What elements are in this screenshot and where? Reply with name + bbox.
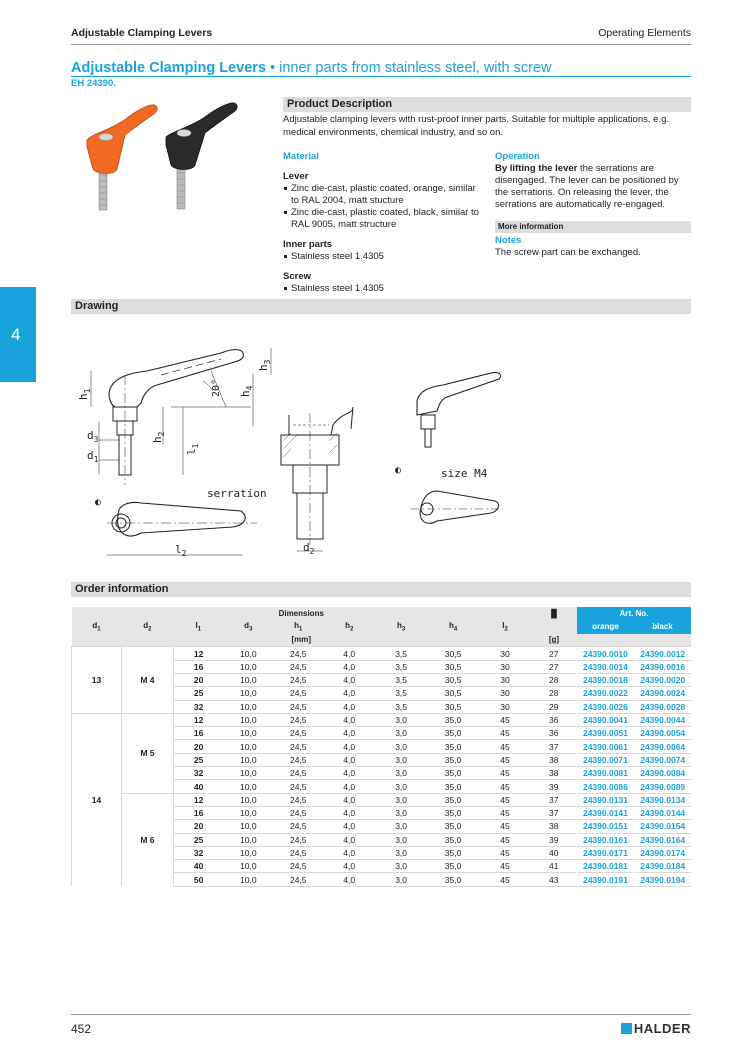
column-header-letter: h xyxy=(448,621,454,631)
table-cell: 24,5 xyxy=(273,673,323,686)
table-cell: 28 xyxy=(531,673,577,686)
table-cell: 37 xyxy=(531,793,577,806)
halder-logo xyxy=(621,1021,691,1036)
table-cell: 45 xyxy=(479,820,531,833)
operation-column xyxy=(495,151,691,259)
cell-art-no-black: 24390.0164 xyxy=(634,833,691,846)
table-cell: 29 xyxy=(531,700,577,713)
table-cell: 4,0 xyxy=(323,846,375,859)
table-cell: 24,5 xyxy=(273,660,323,673)
table-cell: 3,0 xyxy=(375,793,427,806)
lever-heading: Lever xyxy=(283,171,309,182)
table-cell: 4,0 xyxy=(323,806,375,819)
lever-item: Zinc die-cast, plastic coated, orange, similar to RAL 2004, matt stucture xyxy=(283,183,483,207)
cell-art-no-orange: 24390.0022 xyxy=(577,687,634,700)
table-cell: 39 xyxy=(531,780,577,793)
page-header xyxy=(71,27,691,41)
table-cell: 4,0 xyxy=(323,727,375,740)
inner-parts-heading: Inner parts xyxy=(283,239,333,250)
black-column-header: black xyxy=(634,620,691,633)
table-cell: 39 xyxy=(531,833,577,846)
table-cell: 10,0 xyxy=(223,673,273,686)
cell-art-no-black: 24390.0064 xyxy=(634,740,691,753)
column-header-letter: h xyxy=(345,621,350,631)
table-cell: 45 xyxy=(479,740,531,753)
table-cell: 4,0 xyxy=(323,833,375,846)
cell-l1: 16 xyxy=(173,727,223,740)
cell-l1: 12 xyxy=(173,647,223,660)
cell-art-no-black: 24390.0089 xyxy=(634,780,691,793)
table-cell: 45 xyxy=(479,846,531,859)
table-cell: 45 xyxy=(479,753,531,766)
table-cell: 35,0 xyxy=(427,873,479,886)
chapter-number: 4 xyxy=(11,325,21,344)
table-cell: 10,0 xyxy=(223,753,273,766)
order-table xyxy=(71,607,691,887)
table-cell: 24,5 xyxy=(273,780,323,793)
table-cell: 10,0 xyxy=(223,660,273,673)
table-cell: 3,5 xyxy=(375,647,427,660)
cell-art-no-black: 24390.0016 xyxy=(634,660,691,673)
table-cell: 30 xyxy=(479,647,531,660)
label-h3: $h_3$ xyxy=(257,359,272,371)
table-cell: 10,0 xyxy=(223,780,273,793)
cell-art-no-orange: 24390.0071 xyxy=(577,753,634,766)
unit-mm: [mm] xyxy=(72,634,531,647)
label-d1: $d_1$ xyxy=(87,449,99,464)
table-cell: 4,0 xyxy=(323,873,375,886)
cell-art-no-black: 24390.0154 xyxy=(634,820,691,833)
table-cell: 27 xyxy=(531,647,577,660)
column-header-index: 4 xyxy=(453,626,458,633)
column-header xyxy=(223,620,273,633)
table-cell: 4,0 xyxy=(323,793,375,806)
material-column xyxy=(283,151,483,295)
table-cell: 24,5 xyxy=(273,700,323,713)
table-cell: 4,0 xyxy=(323,767,375,780)
table-cell: 10,0 xyxy=(223,806,273,819)
column-headers xyxy=(72,620,692,633)
material-heading: Material xyxy=(283,151,319,162)
table-cell: 36 xyxy=(531,727,577,740)
table-cell: 24,5 xyxy=(273,833,323,846)
table-cell: 28 xyxy=(531,687,577,700)
table-cell: 4,0 xyxy=(323,647,375,660)
page-title xyxy=(71,60,691,76)
table-cell: 38 xyxy=(531,767,577,780)
table-cell: 37 xyxy=(531,806,577,819)
column-header-index: 1 xyxy=(197,626,202,633)
cell-art-no-black: 24390.0174 xyxy=(634,846,691,859)
column-header xyxy=(273,620,323,633)
product-description-text: Adjustable clamping levers with rust-proof inner parts. Suitable for multiple applications, e.g. medical environments, chemical industry, and so on. xyxy=(283,114,669,138)
table-row xyxy=(72,647,692,660)
title-sub: • inner parts from stainless steel, with screw xyxy=(266,60,552,76)
cell-art-no-black: 24390.0028 xyxy=(634,700,691,713)
table-cell: 38 xyxy=(531,753,577,766)
table-cell: 3,0 xyxy=(375,780,427,793)
cell-l1: 25 xyxy=(173,753,223,766)
cell-art-no-orange: 24390.0018 xyxy=(577,673,634,686)
table-cell: 3,0 xyxy=(375,740,427,753)
operation-text xyxy=(495,163,691,211)
header-category: Operating Elements xyxy=(598,27,691,39)
cell-d1: 14 xyxy=(72,713,122,886)
lever-item: Zinc die-cast, plastic coated, black, similar to RAL 9005, matt structure xyxy=(283,207,483,231)
table-cell: 24,5 xyxy=(273,753,323,766)
cell-art-no-orange: 24390.0041 xyxy=(577,713,634,726)
table-cell: 45 xyxy=(479,727,531,740)
column-header-letter: h xyxy=(294,621,300,631)
title-divider xyxy=(71,76,691,77)
table-cell: 35,0 xyxy=(427,780,479,793)
table-cell: 24,5 xyxy=(273,767,323,780)
table-cell: 24,5 xyxy=(273,820,323,833)
table-cell: 3,0 xyxy=(375,753,427,766)
cell-art-no-orange: 24390.0181 xyxy=(577,860,634,873)
table-cell: 30,5 xyxy=(427,660,479,673)
cell-l1: 32 xyxy=(173,767,223,780)
table-cell: 35,0 xyxy=(427,727,479,740)
table-cell: 10,0 xyxy=(223,833,273,846)
table-cell: 3,0 xyxy=(375,713,427,726)
column-header-letter: d xyxy=(143,621,149,631)
footer-divider xyxy=(71,1014,691,1015)
cell-d1: 13 xyxy=(72,647,122,713)
header-divider xyxy=(71,44,691,45)
table-cell: 10,0 xyxy=(223,647,273,660)
column-header xyxy=(72,620,122,633)
label-d2: $d_2$ xyxy=(303,541,315,556)
notes-text: The screw part can be exchanged. xyxy=(495,247,641,258)
black-lever-image xyxy=(166,103,237,209)
cell-l1: 25 xyxy=(173,687,223,700)
table-cell: 10,0 xyxy=(223,846,273,859)
table-cell: 10,0 xyxy=(223,860,273,873)
product-description-heading: Product Description xyxy=(283,97,691,112)
cell-l1: 40 xyxy=(173,780,223,793)
table-cell: 35,0 xyxy=(427,846,479,859)
table-cell: 24,5 xyxy=(273,793,323,806)
technical-drawing xyxy=(71,315,691,565)
column-header-letter: l xyxy=(195,621,198,631)
table-cell: 45 xyxy=(479,833,531,846)
weight-icon: █ xyxy=(531,607,577,620)
chapter-tab xyxy=(0,287,36,382)
cell-art-no-orange: 24390.0161 xyxy=(577,833,634,846)
cell-art-no-black: 24390.0184 xyxy=(634,860,691,873)
table-cell: 10,0 xyxy=(223,820,273,833)
cell-art-no-black: 24390.0134 xyxy=(634,793,691,806)
product-code: EH 24390. xyxy=(71,78,116,89)
more-information-heading: More information xyxy=(495,221,691,233)
table-cell: 10,0 xyxy=(223,700,273,713)
table-cell: 30,5 xyxy=(427,700,479,713)
table-cell: 10,0 xyxy=(223,793,273,806)
table-cell: 24,5 xyxy=(273,687,323,700)
label-h4: $h_4$ xyxy=(239,385,254,397)
small-lever-view xyxy=(395,372,503,523)
table-cell: 4,0 xyxy=(323,820,375,833)
column-header xyxy=(323,620,375,633)
cell-art-no-orange: 24390.0151 xyxy=(577,820,634,833)
table-cell: 45 xyxy=(479,767,531,780)
table-cell: 45 xyxy=(479,873,531,886)
column-header-index: 2 xyxy=(504,626,508,633)
drawing-heading: Drawing xyxy=(71,299,691,314)
table-cell: 35,0 xyxy=(427,793,479,806)
table-cell: 4,0 xyxy=(323,673,375,686)
table-cell: 30 xyxy=(479,673,531,686)
label-h2: $h_2$ xyxy=(151,431,166,443)
table-cell: 24,5 xyxy=(273,806,323,819)
table-cell: 27 xyxy=(531,660,577,673)
product-photo xyxy=(71,95,271,220)
title-main: Adjustable Clamping Levers xyxy=(71,60,266,76)
column-header xyxy=(173,620,223,633)
column-header-index: 1 xyxy=(299,626,303,633)
table-cell: 3,0 xyxy=(375,727,427,740)
operation-body: the serrations are disengaged. The lever can be positioned by the serrations. On releasing the lever, the serrations are automatically re-engaged. xyxy=(495,163,679,210)
cell-art-no-black: 24390.0012 xyxy=(634,647,691,660)
table-cell: 45 xyxy=(479,806,531,819)
table-cell: 24,5 xyxy=(273,873,323,886)
dimensions-label: Dimensions xyxy=(72,607,531,620)
side-view xyxy=(77,348,272,500)
table-cell: 4,0 xyxy=(323,713,375,726)
table-cell: 3,0 xyxy=(375,767,427,780)
unit-g: [g] xyxy=(531,634,577,647)
cell-art-no-orange: 24390.0081 xyxy=(577,767,634,780)
column-header-index: 3 xyxy=(249,626,253,633)
table-cell: 4,0 xyxy=(323,700,375,713)
column-header-index: 2 xyxy=(349,626,354,633)
table-cell: 43 xyxy=(531,873,577,886)
logo-mark-icon xyxy=(621,1023,632,1034)
table-cell: 24,5 xyxy=(273,713,323,726)
column-header xyxy=(427,620,479,633)
column-header-index: 1 xyxy=(97,626,101,633)
table-cell: 3,0 xyxy=(375,820,427,833)
cell-art-no-black: 24390.0074 xyxy=(634,753,691,766)
table-cell: 35,0 xyxy=(427,767,479,780)
table-cell: 3,5 xyxy=(375,687,427,700)
cell-art-no-black: 24390.0020 xyxy=(634,673,691,686)
table-cell: 10,0 xyxy=(223,713,273,726)
table-cell: 41 xyxy=(531,860,577,873)
cell-art-no-orange: 24390.0014 xyxy=(577,660,634,673)
table-cell: 24,5 xyxy=(273,846,323,859)
table-cell: 3,0 xyxy=(375,860,427,873)
table-cell: 4,0 xyxy=(323,660,375,673)
label-size: size M4 xyxy=(441,467,488,480)
table-cell: 4,0 xyxy=(323,740,375,753)
logo-text: HALDER xyxy=(633,1021,691,1036)
table-cell: 35,0 xyxy=(427,740,479,753)
table-cell: 30 xyxy=(479,687,531,700)
svg-text:◐: ◐ xyxy=(395,465,402,476)
order-information-heading: Order information xyxy=(71,582,691,597)
inner-parts-item: Stainless steel 1.4305 xyxy=(283,251,483,263)
screw-heading: Screw xyxy=(283,271,311,282)
table-cell: 45 xyxy=(479,860,531,873)
table-cell: 10,0 xyxy=(223,767,273,780)
cell-d2: M 6 xyxy=(121,793,173,886)
table-cell: 40 xyxy=(531,846,577,859)
table-cell: 30,5 xyxy=(427,647,479,660)
table-cell: 38 xyxy=(531,820,577,833)
screw-item: Stainless steel 1.4305 xyxy=(283,283,483,295)
cell-art-no-orange: 24390.0171 xyxy=(577,846,634,859)
orange-column-header: orange xyxy=(577,620,634,633)
label-serration: serration xyxy=(207,487,267,500)
cell-art-no-orange: 24390.0026 xyxy=(577,700,634,713)
table-cell: 35,0 xyxy=(427,713,479,726)
column-header-letter: l xyxy=(502,621,505,631)
notes-heading: Notes xyxy=(495,235,522,246)
table-cell: 3,5 xyxy=(375,660,427,673)
cell-l1: 12 xyxy=(173,713,223,726)
table-cell: 30,5 xyxy=(427,687,479,700)
operation-heading: Operation xyxy=(495,151,540,162)
column-header-letter: d xyxy=(244,621,250,631)
cell-l1: 32 xyxy=(173,700,223,713)
table-cell: 3,0 xyxy=(375,833,427,846)
label-h1: $h_1$ xyxy=(77,388,92,400)
label-angle: 20° xyxy=(211,378,222,397)
table-cell: 3,0 xyxy=(375,846,427,859)
cell-l1: 20 xyxy=(173,820,223,833)
label-l2: $l_2$ xyxy=(175,543,187,558)
orange-lever-image xyxy=(87,105,157,210)
cell-d2: M 4 xyxy=(121,647,173,713)
table-cell: 3,0 xyxy=(375,806,427,819)
cell-l1: 20 xyxy=(173,740,223,753)
table-cell: 35,0 xyxy=(427,806,479,819)
cell-art-no-black: 24390.0084 xyxy=(634,767,691,780)
section-view xyxy=(281,407,353,556)
table-cell: 37 xyxy=(531,740,577,753)
operation-bold: By lifting the lever xyxy=(495,163,578,174)
cell-l1: 50 xyxy=(173,873,223,886)
cell-art-no-black: 24390.0194 xyxy=(634,873,691,886)
cell-l1: 16 xyxy=(173,806,223,819)
table-cell: 35,0 xyxy=(427,833,479,846)
svg-text:◐: ◐ xyxy=(95,497,102,508)
cell-art-no-black: 24390.0054 xyxy=(634,727,691,740)
cell-art-no-black: 24390.0144 xyxy=(634,806,691,819)
table-cell: 10,0 xyxy=(223,687,273,700)
table-cell: 3,0 xyxy=(375,873,427,886)
table-cell: 30,5 xyxy=(427,673,479,686)
column-header xyxy=(479,620,531,633)
cell-l1: 16 xyxy=(173,660,223,673)
table-cell: 35,0 xyxy=(427,753,479,766)
table-cell: 10,0 xyxy=(223,873,273,886)
table-cell: 4,0 xyxy=(323,860,375,873)
table-cell: 4,0 xyxy=(323,687,375,700)
cell-art-no-black: 24390.0024 xyxy=(634,687,691,700)
table-cell: 10,0 xyxy=(223,740,273,753)
table-row xyxy=(72,713,692,726)
table-cell: 3,5 xyxy=(375,700,427,713)
cell-l1: 12 xyxy=(173,793,223,806)
cell-art-no-orange: 24390.0061 xyxy=(577,740,634,753)
table-cell: 24,5 xyxy=(273,740,323,753)
cell-l1: 25 xyxy=(173,833,223,846)
label-l1: $l_1$ xyxy=(185,443,200,455)
table-cell: 45 xyxy=(479,793,531,806)
table-cell: 3,5 xyxy=(375,673,427,686)
table-cell: 45 xyxy=(479,780,531,793)
table-cell: 35,0 xyxy=(427,820,479,833)
page-number: 452 xyxy=(71,1022,92,1036)
cell-l1: 32 xyxy=(173,846,223,859)
column-header-index: 3 xyxy=(401,626,406,633)
artno-label: Art. No. xyxy=(577,607,691,620)
table-cell: 24,5 xyxy=(273,647,323,660)
header-section-title: Adjustable Clamping Levers xyxy=(71,27,213,39)
column-header-index: 2 xyxy=(148,626,152,633)
cell-art-no-orange: 24390.0141 xyxy=(577,806,634,819)
column-header xyxy=(121,620,173,633)
cell-l1: 40 xyxy=(173,860,223,873)
cell-art-no-black: 24390.0044 xyxy=(634,713,691,726)
table-cell: 45 xyxy=(479,713,531,726)
table-cell: 36 xyxy=(531,713,577,726)
cell-art-no-orange: 24390.0086 xyxy=(577,780,634,793)
table-cell: 30 xyxy=(479,660,531,673)
table-cell: 35,0 xyxy=(427,860,479,873)
top-view xyxy=(95,497,257,558)
cell-art-no-orange: 24390.0191 xyxy=(577,873,634,886)
table-cell: 10,0 xyxy=(223,727,273,740)
table-cell: 24,5 xyxy=(273,860,323,873)
cell-art-no-orange: 24390.0131 xyxy=(577,793,634,806)
table-cell: 4,0 xyxy=(323,753,375,766)
table-cell: 30 xyxy=(479,700,531,713)
cell-l1: 20 xyxy=(173,673,223,686)
cell-art-no-orange: 24390.0051 xyxy=(577,727,634,740)
table-row xyxy=(72,793,692,806)
cell-art-no-orange: 24390.0010 xyxy=(577,647,634,660)
table-cell: 24,5 xyxy=(273,727,323,740)
column-header xyxy=(375,620,427,633)
cell-d2: M 5 xyxy=(121,713,173,793)
column-header-letter: d xyxy=(92,621,98,631)
table-cell: 4,0 xyxy=(323,780,375,793)
label-d3: $d_3$ xyxy=(87,429,99,444)
column-header-letter: h xyxy=(397,621,402,631)
